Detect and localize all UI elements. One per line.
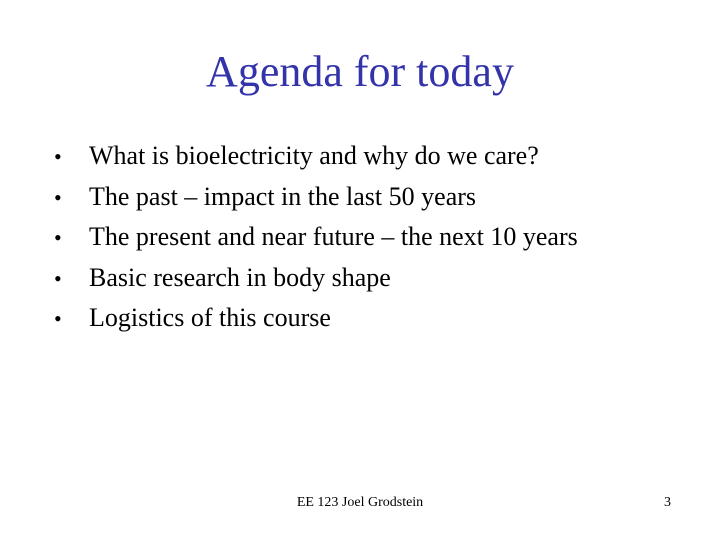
bullet-icon: •: [54, 306, 62, 331]
list-item-text: What is bioelectricity and why do we care?: [89, 141, 539, 170]
page-number: 3: [664, 495, 671, 510]
list-item: [54, 177, 578, 218]
list-item-text: Logistics of this course: [89, 303, 331, 332]
list-item: [54, 298, 578, 339]
list-item-text: The past – impact in the last 50 years: [89, 181, 477, 211]
list-item: [54, 136, 578, 177]
bullet-icon: •: [54, 265, 62, 291]
bullet-icon: •: [54, 225, 62, 250]
bullet-icon: •: [54, 144, 62, 169]
slide-title: Agenda for today: [206, 47, 514, 96]
list-item: [54, 217, 578, 258]
list-item-text: Basic research in body shape: [89, 262, 391, 292]
bullet-icon: •: [54, 184, 62, 210]
list-item: [54, 258, 578, 299]
list-item-text: The present and near future – the next 10 years: [89, 222, 578, 251]
agenda-list: [54, 136, 578, 339]
slide-footer: EE 123 Joel Grodstein: [296, 495, 424, 510]
